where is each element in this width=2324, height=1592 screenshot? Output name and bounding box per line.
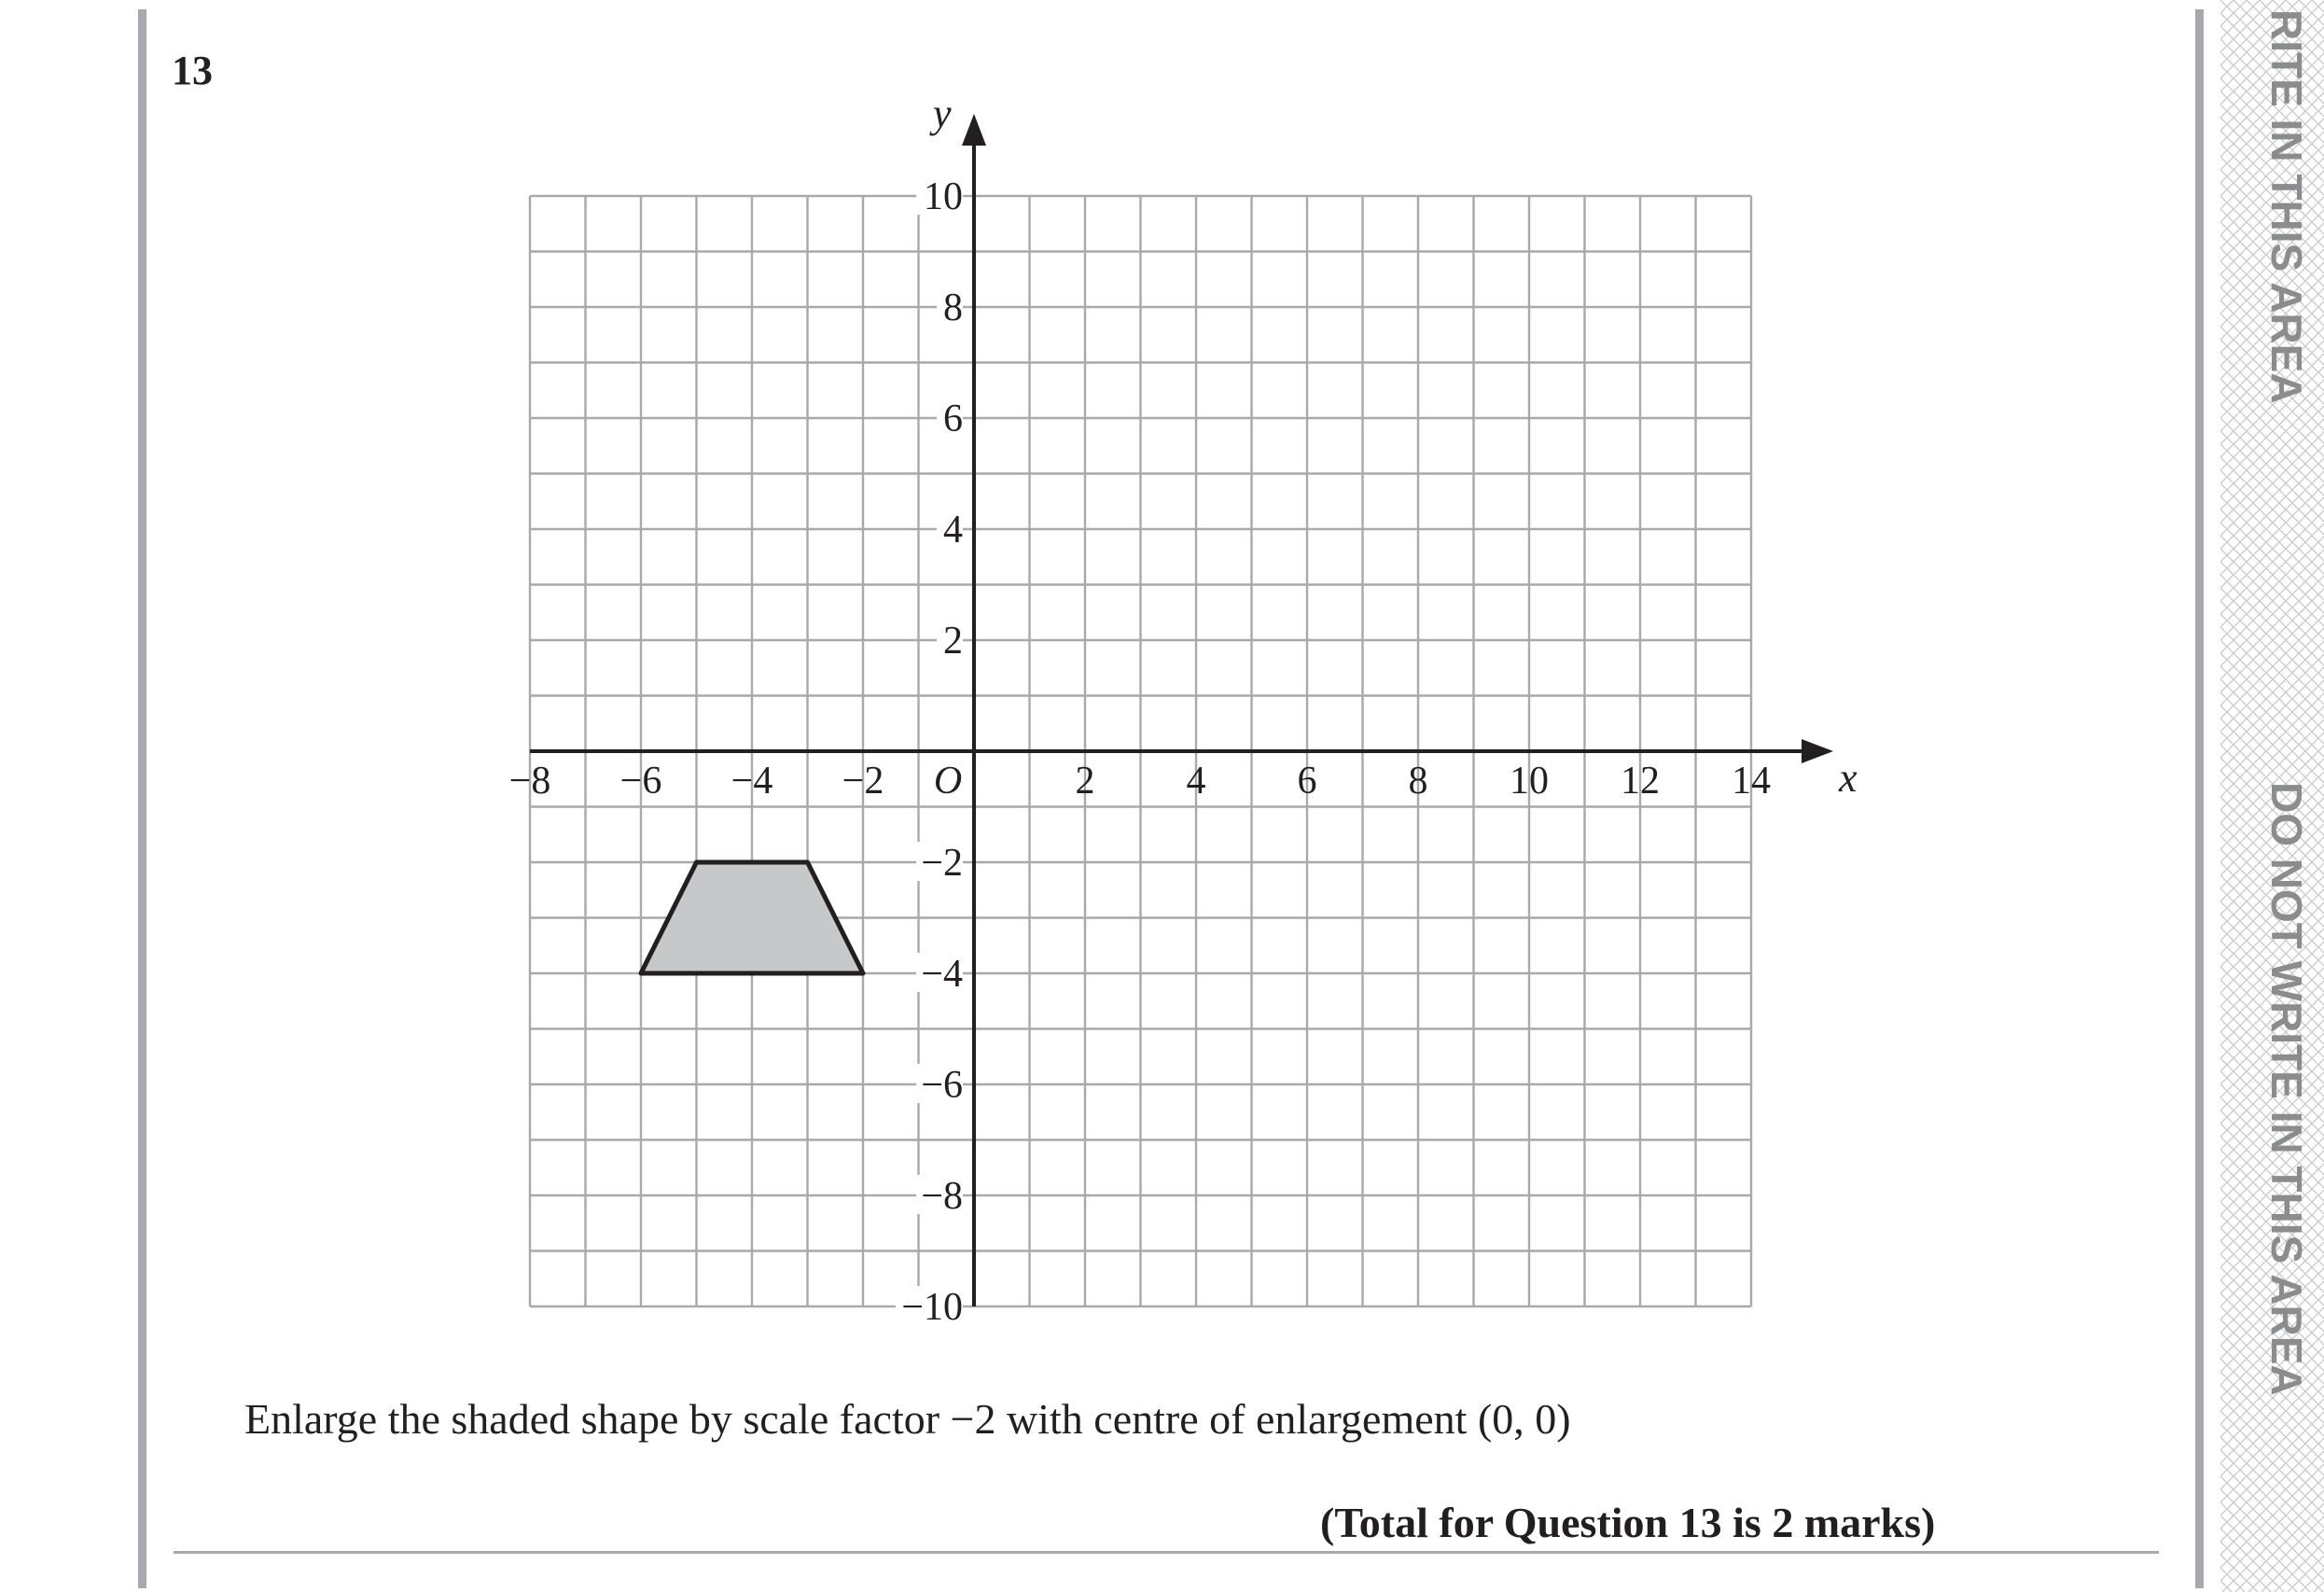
x-tick-label: 8 <box>1408 760 1428 803</box>
question-number: 13 <box>172 48 213 93</box>
x-tick-label: −6 <box>619 760 662 803</box>
y-tick-label: 4 <box>943 509 963 552</box>
y-tick-label: 8 <box>943 286 963 329</box>
y-tick-label: 2 <box>943 620 963 663</box>
x-tick-label: 12 <box>1621 760 1660 803</box>
x-axis-label: x <box>1839 755 1858 801</box>
y-tick-label: −10 <box>901 1286 963 1329</box>
y-tick-label: −4 <box>921 953 963 996</box>
y-tick-label: −8 <box>921 1175 963 1218</box>
x-tick-label: 6 <box>1297 760 1317 803</box>
y-axis-label: y <box>933 98 952 136</box>
x-tick-label: 14 <box>1732 760 1771 803</box>
y-tick-label: −6 <box>921 1064 963 1107</box>
y-tick-label: 6 <box>943 398 963 440</box>
x-tick-label: 4 <box>1186 760 1206 803</box>
origin-label: O <box>933 760 963 803</box>
y-axis-arrow-icon <box>962 114 986 146</box>
question-instruction: Enlarge the shaded shape by scale factor −2 with centre of enlargement (0, 0) <box>244 1395 1571 1443</box>
y-tick-label: −2 <box>921 842 963 885</box>
x-tick-label: 10 <box>1510 760 1549 803</box>
left-margin-rule <box>138 9 146 1588</box>
margin-notice-top: RITE IN THIS AREA <box>2262 9 2311 404</box>
x-tick-label: −4 <box>731 760 773 803</box>
x-tick-label: −2 <box>842 760 884 803</box>
total-marks: (Total for Question 13 is 2 marks) <box>1320 1499 1936 1546</box>
y-tick-label: 10 <box>924 175 963 218</box>
x-tick-label: 2 <box>1075 760 1095 803</box>
x-axis-arrow-icon <box>1802 739 1833 763</box>
margin-notice-bottom: DO NOT WRITE IN THIS AREA <box>2262 782 2311 1396</box>
coordinate-grid <box>466 98 1885 1339</box>
x-tick-label: −8 <box>508 760 551 803</box>
shaded-trapezium <box>641 862 863 973</box>
bottom-rule <box>174 1551 2159 1554</box>
right-margin-rule <box>2195 9 2204 1588</box>
